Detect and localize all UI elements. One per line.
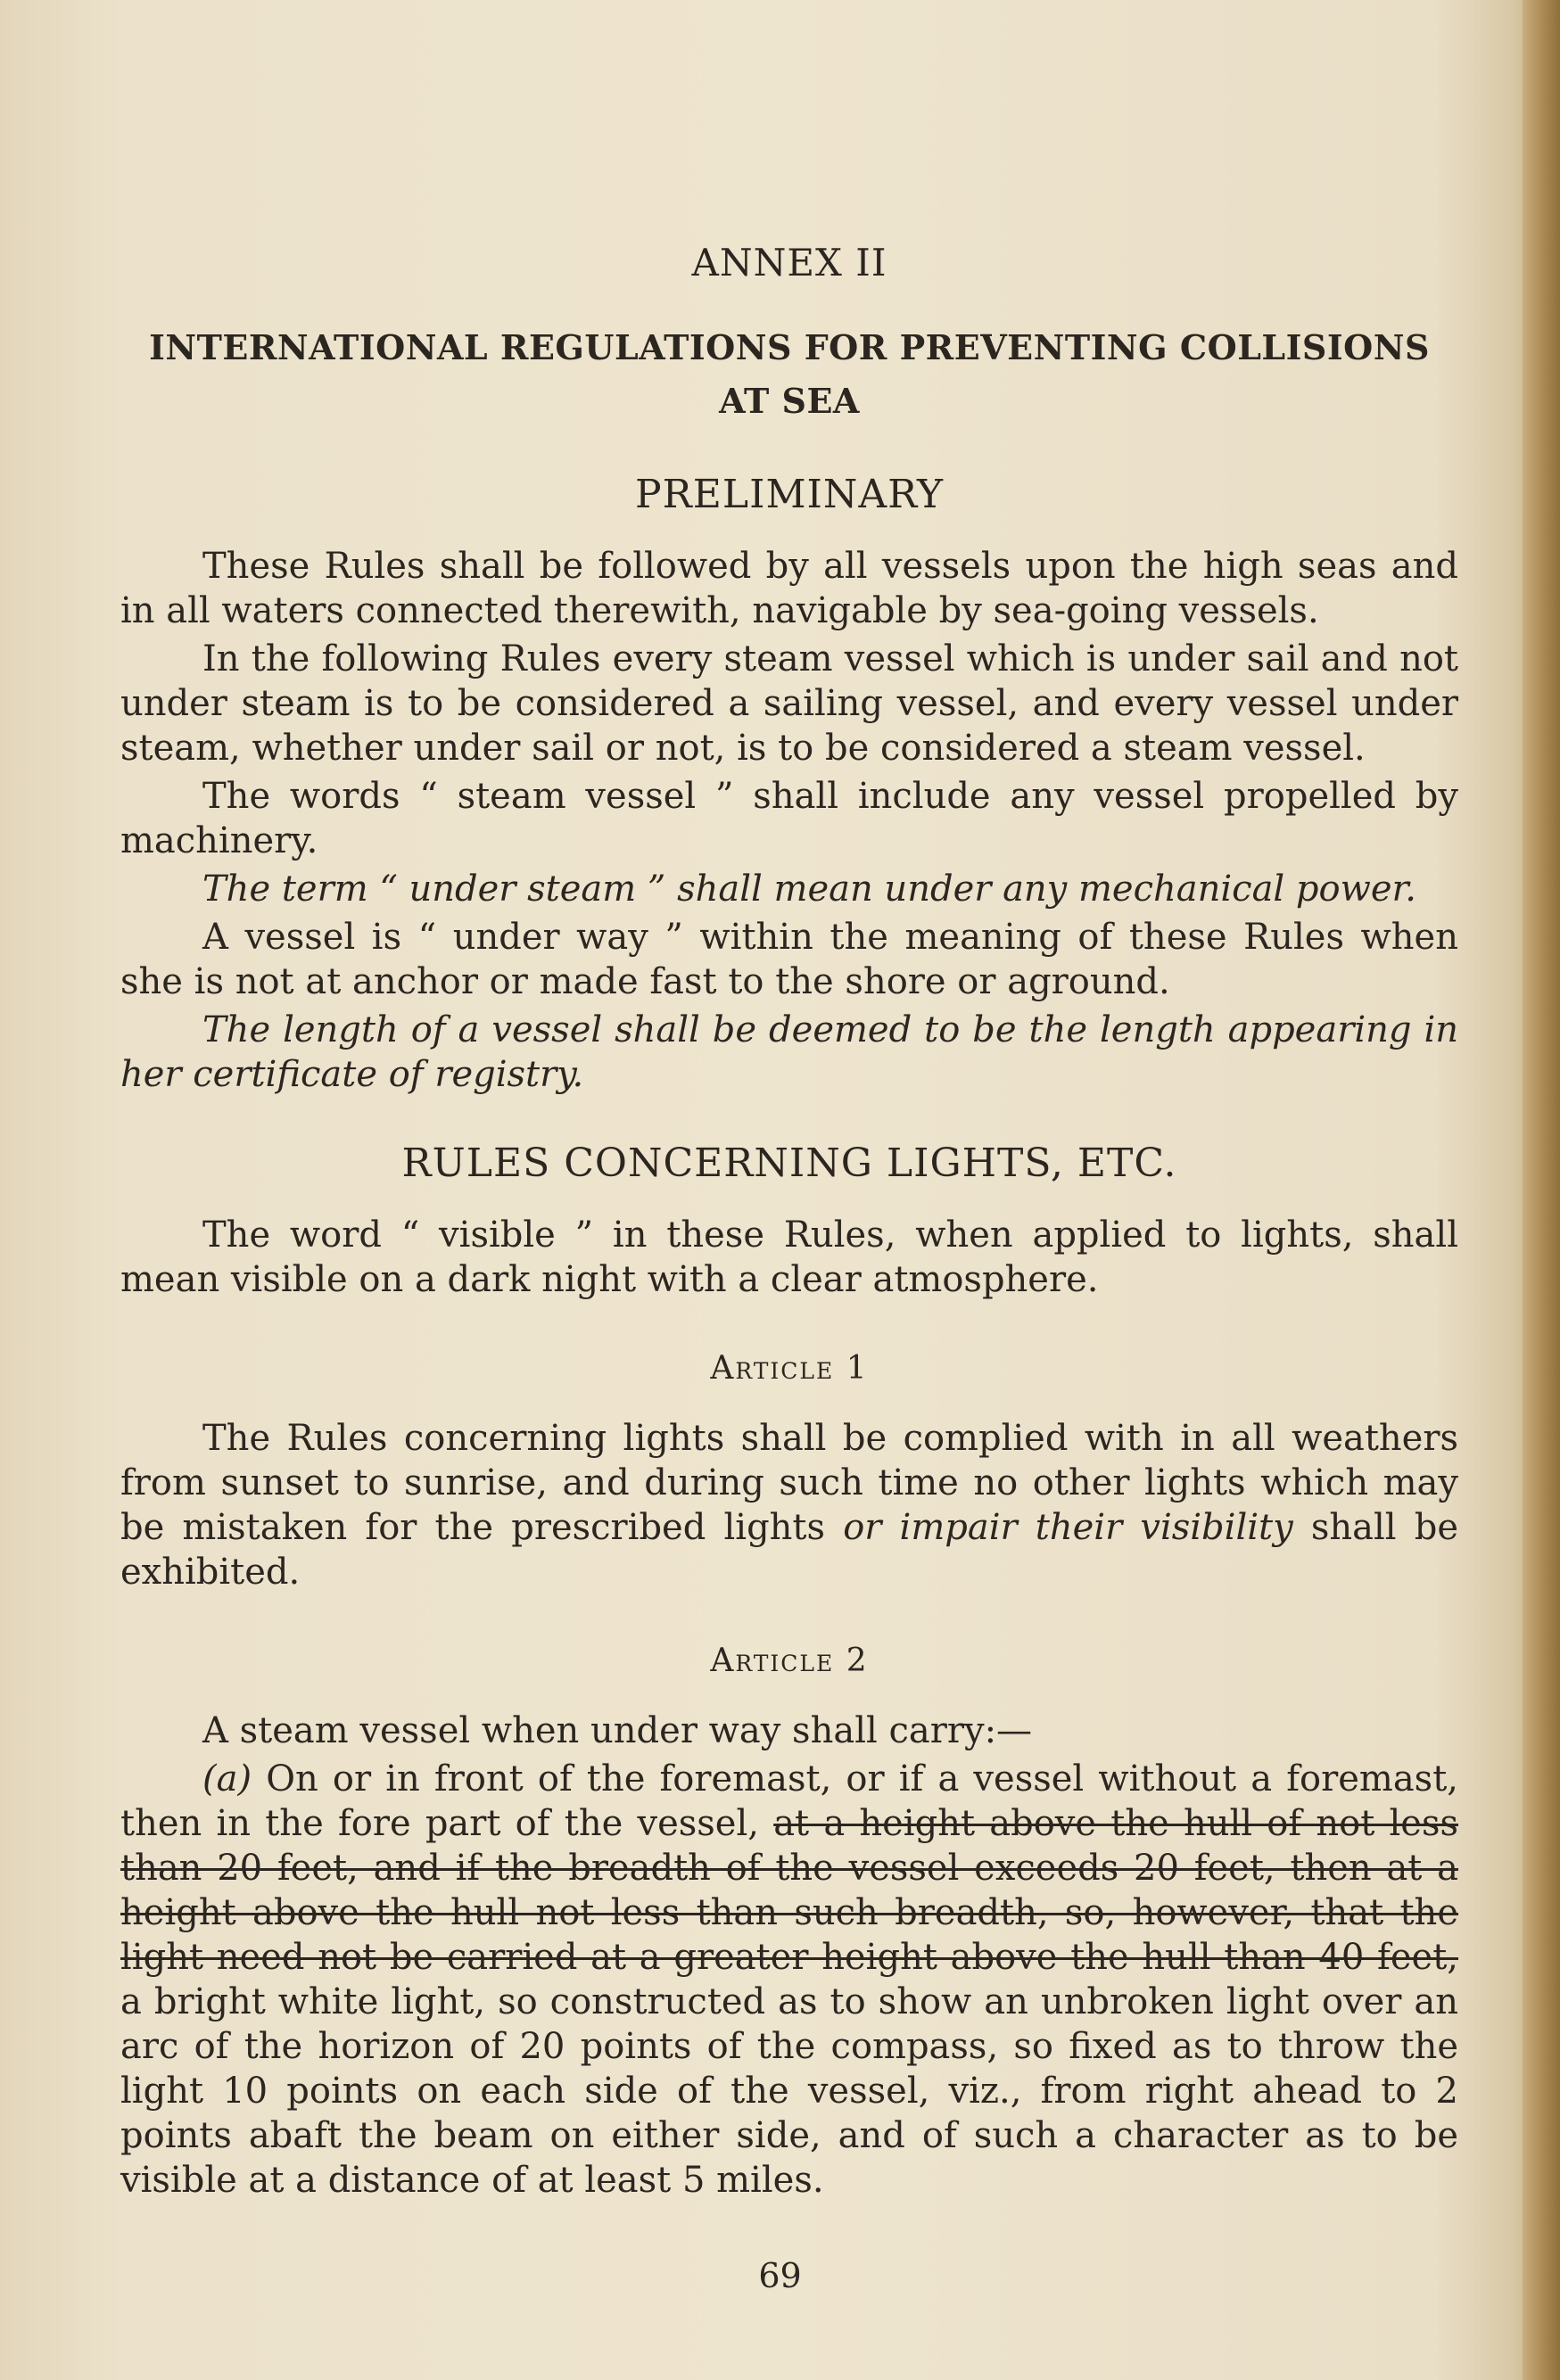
article-2-title: Article 2 bbox=[710, 1643, 869, 1679]
article-1-title: Article 1 bbox=[710, 1350, 869, 1387]
article-1-paragraph bbox=[120, 1416, 1458, 1594]
article-2-heading bbox=[120, 1639, 1458, 1684]
annex-heading: ANNEX II bbox=[691, 241, 887, 284]
article-1-text-b: shall be exhibited. bbox=[120, 1507, 1459, 1593]
article-1-emphasis: or impair their visibility bbox=[843, 1507, 1293, 1548]
article-1-text-a: The Rules concerning lights shall be complied with in all weathers from sunset to sunrise, and during such time no other lights which may be mistaken for the prescribed lights bbox=[120, 1418, 1458, 1548]
preliminary-paragraph-2: In the following Rules every steam vessel which is under sail and not under steam is to be considered a sailing vessel, and every vessel under steam, whether under sail or not, is to be considered a steam vessel. bbox=[120, 638, 1458, 769]
preliminary-heading: PRELIMINARY bbox=[635, 472, 944, 517]
lights-heading: RULES CONCERNING LIGHTS, ETC. bbox=[401, 1141, 1177, 1186]
lights-paragraph-1: The word “ visible ” in these Rules, when applied to lights, shall mean visible on a dark night with a clear atmosphere. bbox=[120, 1215, 1458, 1300]
article-2-clause-a bbox=[120, 1757, 1458, 2203]
clause-a-label: (a) bbox=[202, 1758, 252, 1799]
clause-a-text-1: On or in front of the foremast, or if a vessel without a foremast, then in the fore part of the vessel, bbox=[120, 1758, 1459, 1844]
preliminary-paragraph-3: The words “ steam vessel ” shall include any vessel propelled by machinery. bbox=[120, 776, 1458, 861]
page-number: 69 bbox=[758, 2256, 802, 2295]
document-title bbox=[120, 321, 1458, 428]
title-line-2: AT SEA bbox=[719, 381, 860, 421]
preliminary-paragraph-1: These Rules shall be followed by all vessels upon the high seas and in all waters connected therewith, navigable by sea-going vessels. bbox=[120, 546, 1458, 631]
preliminary-paragraph-4: The term “ under steam ” shall mean under any mechanical power. bbox=[202, 869, 1416, 910]
clause-a-struck-text: at a height above the hull of not less than 20 feet, and if the breadth of the vessel exceeds 20 feet, then at a height above the hull not less than such breadth, so, however, that the light need not be carried at a greater height above the hull than 40 feet, bbox=[120, 1803, 1458, 1978]
page-edge bbox=[1523, 0, 1560, 2380]
title-line-1: INTERNATIONAL REGULATIONS FOR PREVENTING COLLISIONS bbox=[149, 327, 1430, 367]
article-2-intro: A steam vessel when under way shall carry:— bbox=[202, 1710, 1033, 1751]
preliminary-paragraph-5: A vessel is “ under way ” within the meaning of these Rules when she is not at anchor or made fast to the shore or aground. bbox=[120, 917, 1458, 1002]
clause-a-text-2: a bright white light, so constructed as to show an unbroken light over an arc of the horizon of 20 points of the compass, so fixed as to throw the light 10 points on each side of the vessel, viz., from right ahead to 2 points abaft the beam on either side, and of such a character as to be visible at a distance of at least 5 miles. bbox=[120, 1981, 1458, 2201]
article-1-heading bbox=[120, 1346, 1458, 1391]
document-body bbox=[120, 241, 1458, 2206]
preliminary-paragraph-6: The length of a vessel shall be deemed to be the length appearing in her certificate of registry. bbox=[120, 1009, 1458, 1095]
